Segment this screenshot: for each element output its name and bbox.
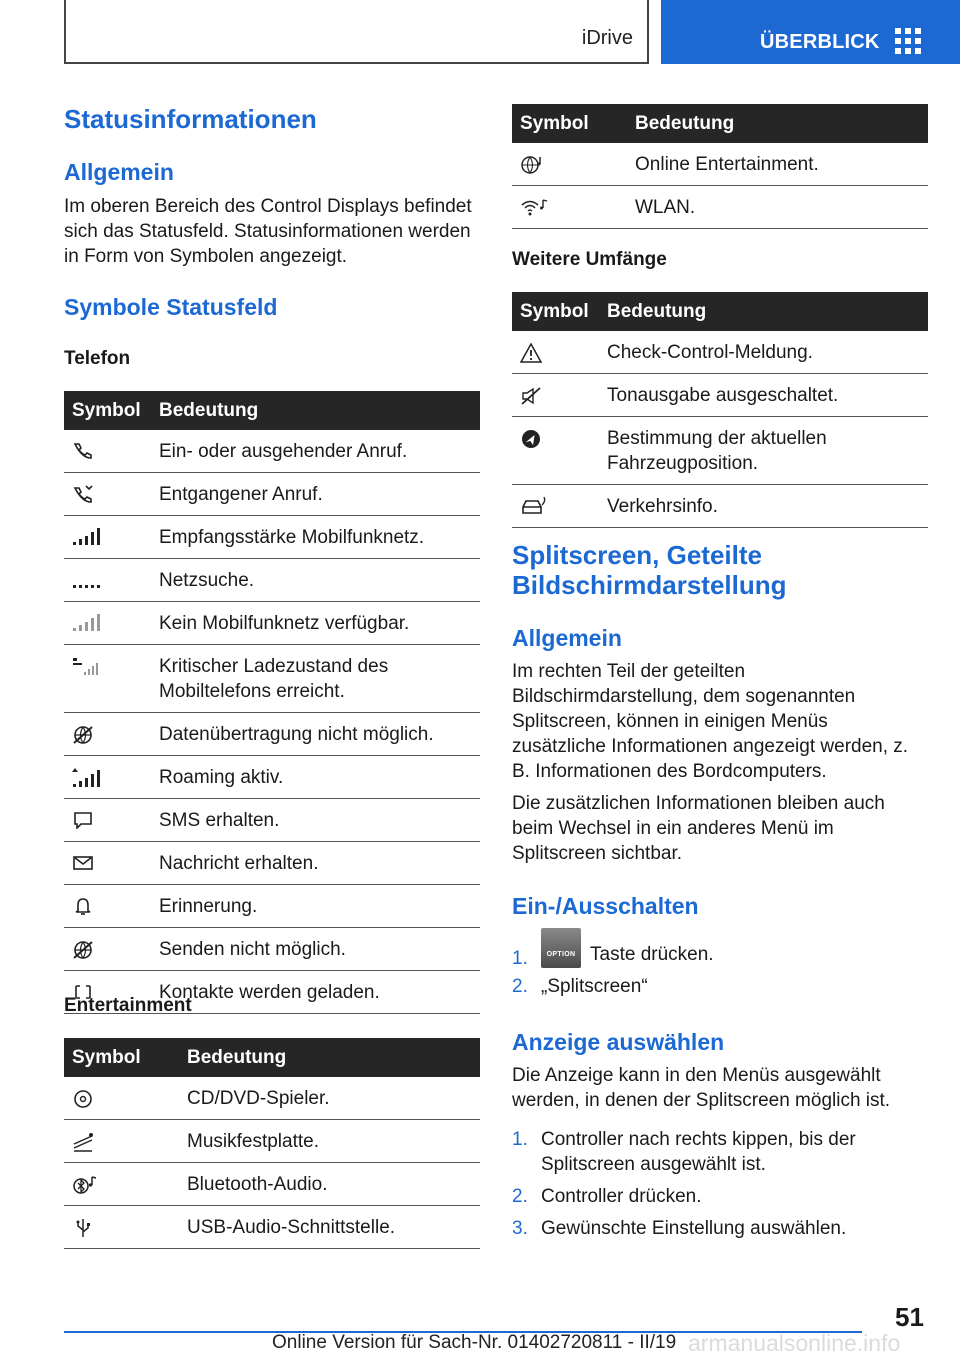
table-cell-meaning: USB-Audio-Schnittstelle. [187,1206,480,1249]
table-cell-meaning: Netzsuche. [159,559,480,602]
table-cell-meaning: SMS erhalten. [159,799,480,842]
online-entertainment-icon [520,155,635,175]
table-row [512,374,928,417]
step-number: 2. [512,976,528,997]
traffic-info-icon [520,497,607,517]
sms-icon [72,811,159,829]
table-row [64,1163,480,1206]
table-row [64,516,480,559]
einaus-steps [512,928,928,999]
table-cell-meaning: Kritischer Ladezustand des Mobiltelefons erreicht. [159,645,480,713]
table-row [64,756,480,799]
table-row [64,928,480,971]
section-title-splitscreen: Splitscreen, Geteilte Bildschirmdarstellung [512,540,787,600]
table-row [64,602,480,645]
splitscreen-paragraph-2: Die zusätzlichen Informationen bleiben auch beim Wechsel in ein anderes Menü im Splitscreen sichtbar. [512,793,885,864]
column-header-meaning: Bedeutung [159,391,480,430]
list-item [512,1216,928,1241]
table-cell-meaning: Bestimmung der aktuellen Fahrzeugposition. [607,417,928,485]
splitscreen-paragraph-1: Im rechten Teil der geteilten Bildschirmdarstellung, dem sogenannten Splitscreen, können in einigen Menüs zusätzliche Informationen angezeigt werden, z. B. Informationen des Bordcomputers. [512,661,909,782]
table-header-row [64,391,480,430]
send-failed-icon [72,940,159,960]
table-row [64,842,480,885]
low-battery-icon [72,657,159,677]
table-row [64,1077,480,1120]
envelope-icon [72,854,159,872]
section-heading-allgemein-2: Allgemein [512,625,622,651]
column-header-symbol: Symbol [64,391,159,430]
section-heading-allgemein: Allgemein [64,159,174,185]
cd-icon [72,1089,187,1109]
table-row [512,331,928,374]
table-cell-meaning: Check-Control-Meldung. [607,331,928,374]
entertainment-table [64,1038,480,1249]
table-cell-meaning: Entgangener Anruf. [159,473,480,516]
table-cell-meaning: Roaming aktiv. [159,756,480,799]
table-cell-meaning: Tonausgabe ausgeschaltet. [607,374,928,417]
table-cell-meaning: Verkehrsinfo. [607,485,928,528]
intro-paragraph: Im oberen Bereich des Control Displays befindet sich das Statusfeld. Statusinformationen werden in Form von Symbolen angezeigt. [64,196,472,267]
table-row [64,713,480,756]
table-header-row [64,1038,480,1077]
header-chapter-box [64,0,649,64]
table-header-row [512,104,928,143]
overview-tab[interactable] [661,0,960,64]
step-text: „Splitscreen“ [541,976,648,997]
column-header-meaning: Bedeutung [635,104,928,143]
column-header-meaning: Bedeutung [607,292,928,331]
step-text: Taste drücken. [590,944,714,965]
missed-call-icon [72,485,159,503]
table-row [512,143,928,186]
bell-icon [72,897,159,915]
music-harddisk-icon [72,1132,187,1152]
overview-tab-label: ÜBERBLICK [760,31,880,53]
page-number: 51 [895,1302,924,1332]
footer-online-version: Online Version für Sach-Nr. 01402720811 - II/19 [272,1332,677,1353]
table-row [64,645,480,713]
table-cell-meaning: Musikfestplatte. [187,1120,480,1163]
step-number: 3. [512,1218,528,1239]
no-data-icon [72,725,159,745]
table-row [64,885,480,928]
table-row [64,1120,480,1163]
step-text: Controller nach rechts kippen, bis der Splitscreen ausgewählt ist. [541,1129,856,1175]
step-number: 1. [512,1129,528,1150]
list-item [512,974,928,999]
subheading-telefon: Telefon [64,348,131,369]
page-title: Statusinformationen [64,104,317,134]
table-cell-meaning: Kontakte werden geladen. [159,971,480,1014]
step-text: Controller drücken. [541,1186,702,1207]
mute-icon [520,386,607,406]
network-search-icon [72,571,159,589]
table-cell-meaning: Datenübertragung nicht möglich. [159,713,480,756]
step-number: 1. [512,948,528,969]
option-key-label: OPTION [546,951,576,958]
table-cell-meaning: Erinnerung. [159,885,480,928]
column-header-symbol: Symbol [512,292,607,331]
table-row [512,485,928,528]
step-number: 2. [512,1186,528,1207]
table-cell-meaning: WLAN. [635,186,928,229]
phone-call-icon [72,442,159,460]
anzeige-steps [512,1127,928,1241]
anzeige-paragraph: Die Anzeige kann in den Menüs ausgewählt werden, in denen der Splitscreen möglich ist. [512,1065,891,1111]
subheading-entertainment: Entertainment [64,995,192,1016]
column-header-symbol: Symbol [512,104,635,143]
section-heading-einaus: Ein-/Ausschalten [512,893,699,919]
compass-icon [520,429,607,449]
subheading-weitere: Weitere Umfänge [512,249,667,270]
table-cell-meaning: Bluetooth-Audio. [187,1163,480,1206]
section-heading-anzeige: Anzeige auswählen [512,1029,725,1055]
roaming-icon [72,768,159,788]
column-header-meaning: Bedeutung [187,1038,480,1077]
table-row [64,559,480,602]
table-row [512,417,928,485]
table-row [64,430,480,473]
list-item [512,1184,928,1209]
list-item [512,928,928,968]
warning-triangle-icon [520,343,607,363]
table-row [64,799,480,842]
table-cell-meaning: Senden nicht möglich. [159,928,480,971]
section-heading-symbole: Symbole Statusfeld [64,294,278,320]
weitere-table [512,292,928,528]
table-cell-meaning: Nachricht erhalten. [159,842,480,885]
table-row [512,186,928,229]
table-header-row [512,292,928,331]
wlan-icon [520,198,635,218]
option-key-button [541,928,581,968]
no-network-icon [72,614,159,632]
column-header-symbol: Symbol [64,1038,187,1077]
table-cell-meaning: CD/DVD-Spieler. [187,1077,480,1120]
telefon-table [64,391,480,1014]
signal-strength-icon [72,528,159,546]
usb-icon [72,1218,187,1238]
grid-icon [895,28,921,54]
chapter-title: iDrive [581,27,633,49]
bluetooth-audio-icon [72,1175,187,1195]
list-item [512,1127,928,1177]
table-row [64,473,480,516]
table-cell-meaning: Empfangsstärke Mobilfunknetz. [159,516,480,559]
table-cell-meaning: Online Entertainment. [635,143,928,186]
table-cell-meaning: Ein- oder ausgehender Anruf. [159,430,480,473]
table-cell-meaning: Kein Mobilfunknetz verfügbar. [159,602,480,645]
step-text: Gewünschte Einstellung auswählen. [541,1218,847,1239]
watermark: armanualsonline.info [688,1330,901,1356]
online-table [512,104,928,229]
table-row [64,1206,480,1249]
